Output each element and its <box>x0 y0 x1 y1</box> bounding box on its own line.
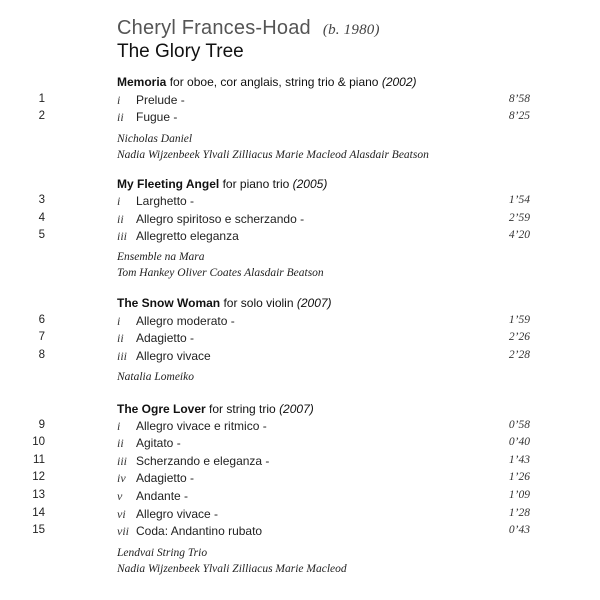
track-number: 2 <box>38 110 45 122</box>
movement-numeral: iii <box>117 454 128 468</box>
performer-line: Nadia Wijzenbeek Ylvali Zilliacus Marie Macleod <box>117 563 347 575</box>
work-title: The Ogre Lover <box>117 402 206 416</box>
track-number: 6 <box>38 314 45 326</box>
movement-numeral: i <box>117 314 121 328</box>
performer-line: Tom Hankey Oliver Coates Alasdair Beatson <box>117 267 324 279</box>
track-duration: 1’09 <box>508 489 530 501</box>
performer-line: Ensemble na Mara <box>117 251 205 263</box>
work-title: The Snow Woman <box>117 296 221 310</box>
movement-numeral: iii <box>117 229 128 243</box>
track-duration: 0’58 <box>508 419 530 431</box>
track-number: 13 <box>32 489 45 501</box>
movement-numeral: vi <box>117 507 126 521</box>
composer-birth-year: (b. 1980) <box>322 22 380 38</box>
track-duration: 1’43 <box>508 454 530 466</box>
movement-numeral: i <box>117 93 121 107</box>
track-duration: 1’26 <box>508 471 530 483</box>
track-number: 15 <box>32 524 45 536</box>
track-number: 1 <box>38 93 45 105</box>
work-heading <box>117 177 327 191</box>
performers <box>117 249 324 281</box>
track-duration: 8’58 <box>508 93 530 105</box>
track-number: 14 <box>32 507 45 519</box>
movement-title: Allegro vivace <box>136 349 211 363</box>
movement-numeral: ii <box>117 331 124 345</box>
track-number: 4 <box>38 212 45 224</box>
performer-line: Nadia Wijzenbeek Ylvali Zilliacus Marie Macleod Alasdair Beatson <box>117 149 429 161</box>
movement-numeral: iv <box>117 471 126 485</box>
track-row[interactable] <box>0 314 600 330</box>
work-year: (2007) <box>296 296 332 310</box>
performers <box>117 369 194 385</box>
movement-numeral: ii <box>117 110 124 124</box>
movement-title: Fugue - <box>136 110 178 124</box>
track-duration: 1’54 <box>508 194 530 206</box>
track-row[interactable] <box>0 229 600 245</box>
track-duration: 4’20 <box>508 229 530 241</box>
movement-title: Allegro vivace e ritmico - <box>136 419 267 433</box>
movement-numeral: iii <box>117 349 128 363</box>
movement-title: Andante - <box>136 489 189 503</box>
movement-title: Allegro vivace - <box>136 507 219 521</box>
track-row[interactable] <box>0 110 600 126</box>
work-heading <box>117 296 332 310</box>
track-number: 11 <box>33 454 45 466</box>
movement-numeral: ii <box>117 212 124 226</box>
track-duration: 2’26 <box>508 331 530 343</box>
track-number: 10 <box>32 436 45 448</box>
track-row[interactable] <box>0 331 600 347</box>
track-row[interactable] <box>0 419 600 435</box>
movement-title: Scherzando e eleganza - <box>136 454 270 468</box>
track-row[interactable] <box>0 507 600 523</box>
movement-title: Coda: Andantino rubato <box>136 524 263 538</box>
track-duration: 8’25 <box>508 110 530 122</box>
movement-numeral: v <box>117 489 123 503</box>
movement-title: Larghetto - <box>136 194 195 208</box>
work-instrumentation: for string trio <box>209 402 276 416</box>
composer-name: Cheryl Frances-Hoad <box>117 17 311 39</box>
track-row[interactable] <box>0 194 600 210</box>
track-duration: 2’59 <box>508 212 530 224</box>
movement-title: Allegro spiritoso e scherzando - <box>136 212 305 226</box>
track-number: 12 <box>32 471 45 483</box>
movement-numeral: i <box>117 194 121 208</box>
work-instrumentation: for solo violin <box>223 296 294 310</box>
track-row[interactable] <box>0 471 600 487</box>
track-duration: 2’28 <box>508 349 530 361</box>
work-instrumentation: for piano trio <box>222 177 290 191</box>
work-instrumentation: for oboe, cor anglais, string trio & piano <box>169 75 379 89</box>
track-row[interactable] <box>0 489 600 505</box>
work-year: (2007) <box>279 402 314 416</box>
performer-line: Natalia Lomeiko <box>117 371 194 383</box>
track-row[interactable] <box>0 436 600 452</box>
track-duration: 1’28 <box>508 507 530 519</box>
composer-heading <box>117 17 380 40</box>
work-year: (2002) <box>381 75 417 89</box>
track-number: 7 <box>38 331 45 343</box>
movement-numeral: ii <box>117 436 124 450</box>
work-year: (2005) <box>292 177 328 191</box>
track-row[interactable] <box>0 454 600 470</box>
movement-title: Prelude - <box>136 93 185 107</box>
performers <box>117 131 429 163</box>
movement-title: Allegro moderato - <box>136 314 235 328</box>
performers <box>117 545 347 577</box>
track-number: 3 <box>38 194 45 206</box>
album-title: The Glory Tree <box>117 41 244 62</box>
track-number: 8 <box>38 349 45 361</box>
movement-title: Allegretto eleganza <box>136 229 239 243</box>
track-row[interactable] <box>0 349 600 365</box>
track-row[interactable] <box>0 212 600 228</box>
track-number: 9 <box>38 419 45 431</box>
work-heading <box>117 75 417 89</box>
movement-title: Adagietto - <box>136 471 195 485</box>
movement-title: Adagietto - <box>136 331 195 345</box>
performer-line: Nicholas Daniel <box>117 133 193 145</box>
work-title: Memoria <box>117 75 167 89</box>
track-duration: 0’40 <box>508 436 530 448</box>
movement-title: Agitato - <box>136 436 181 450</box>
performer-line: Lendvai String Trio <box>117 547 208 559</box>
track-row[interactable] <box>0 93 600 109</box>
track-duration: 0’43 <box>508 524 530 536</box>
work-heading <box>117 402 314 416</box>
track-number: 5 <box>38 229 45 241</box>
work-title: My Fleeting Angel <box>117 177 220 191</box>
track-duration: 1’59 <box>508 314 530 326</box>
movement-numeral: i <box>117 419 121 433</box>
track-row[interactable] <box>0 524 600 540</box>
movement-numeral: vii <box>117 524 129 538</box>
